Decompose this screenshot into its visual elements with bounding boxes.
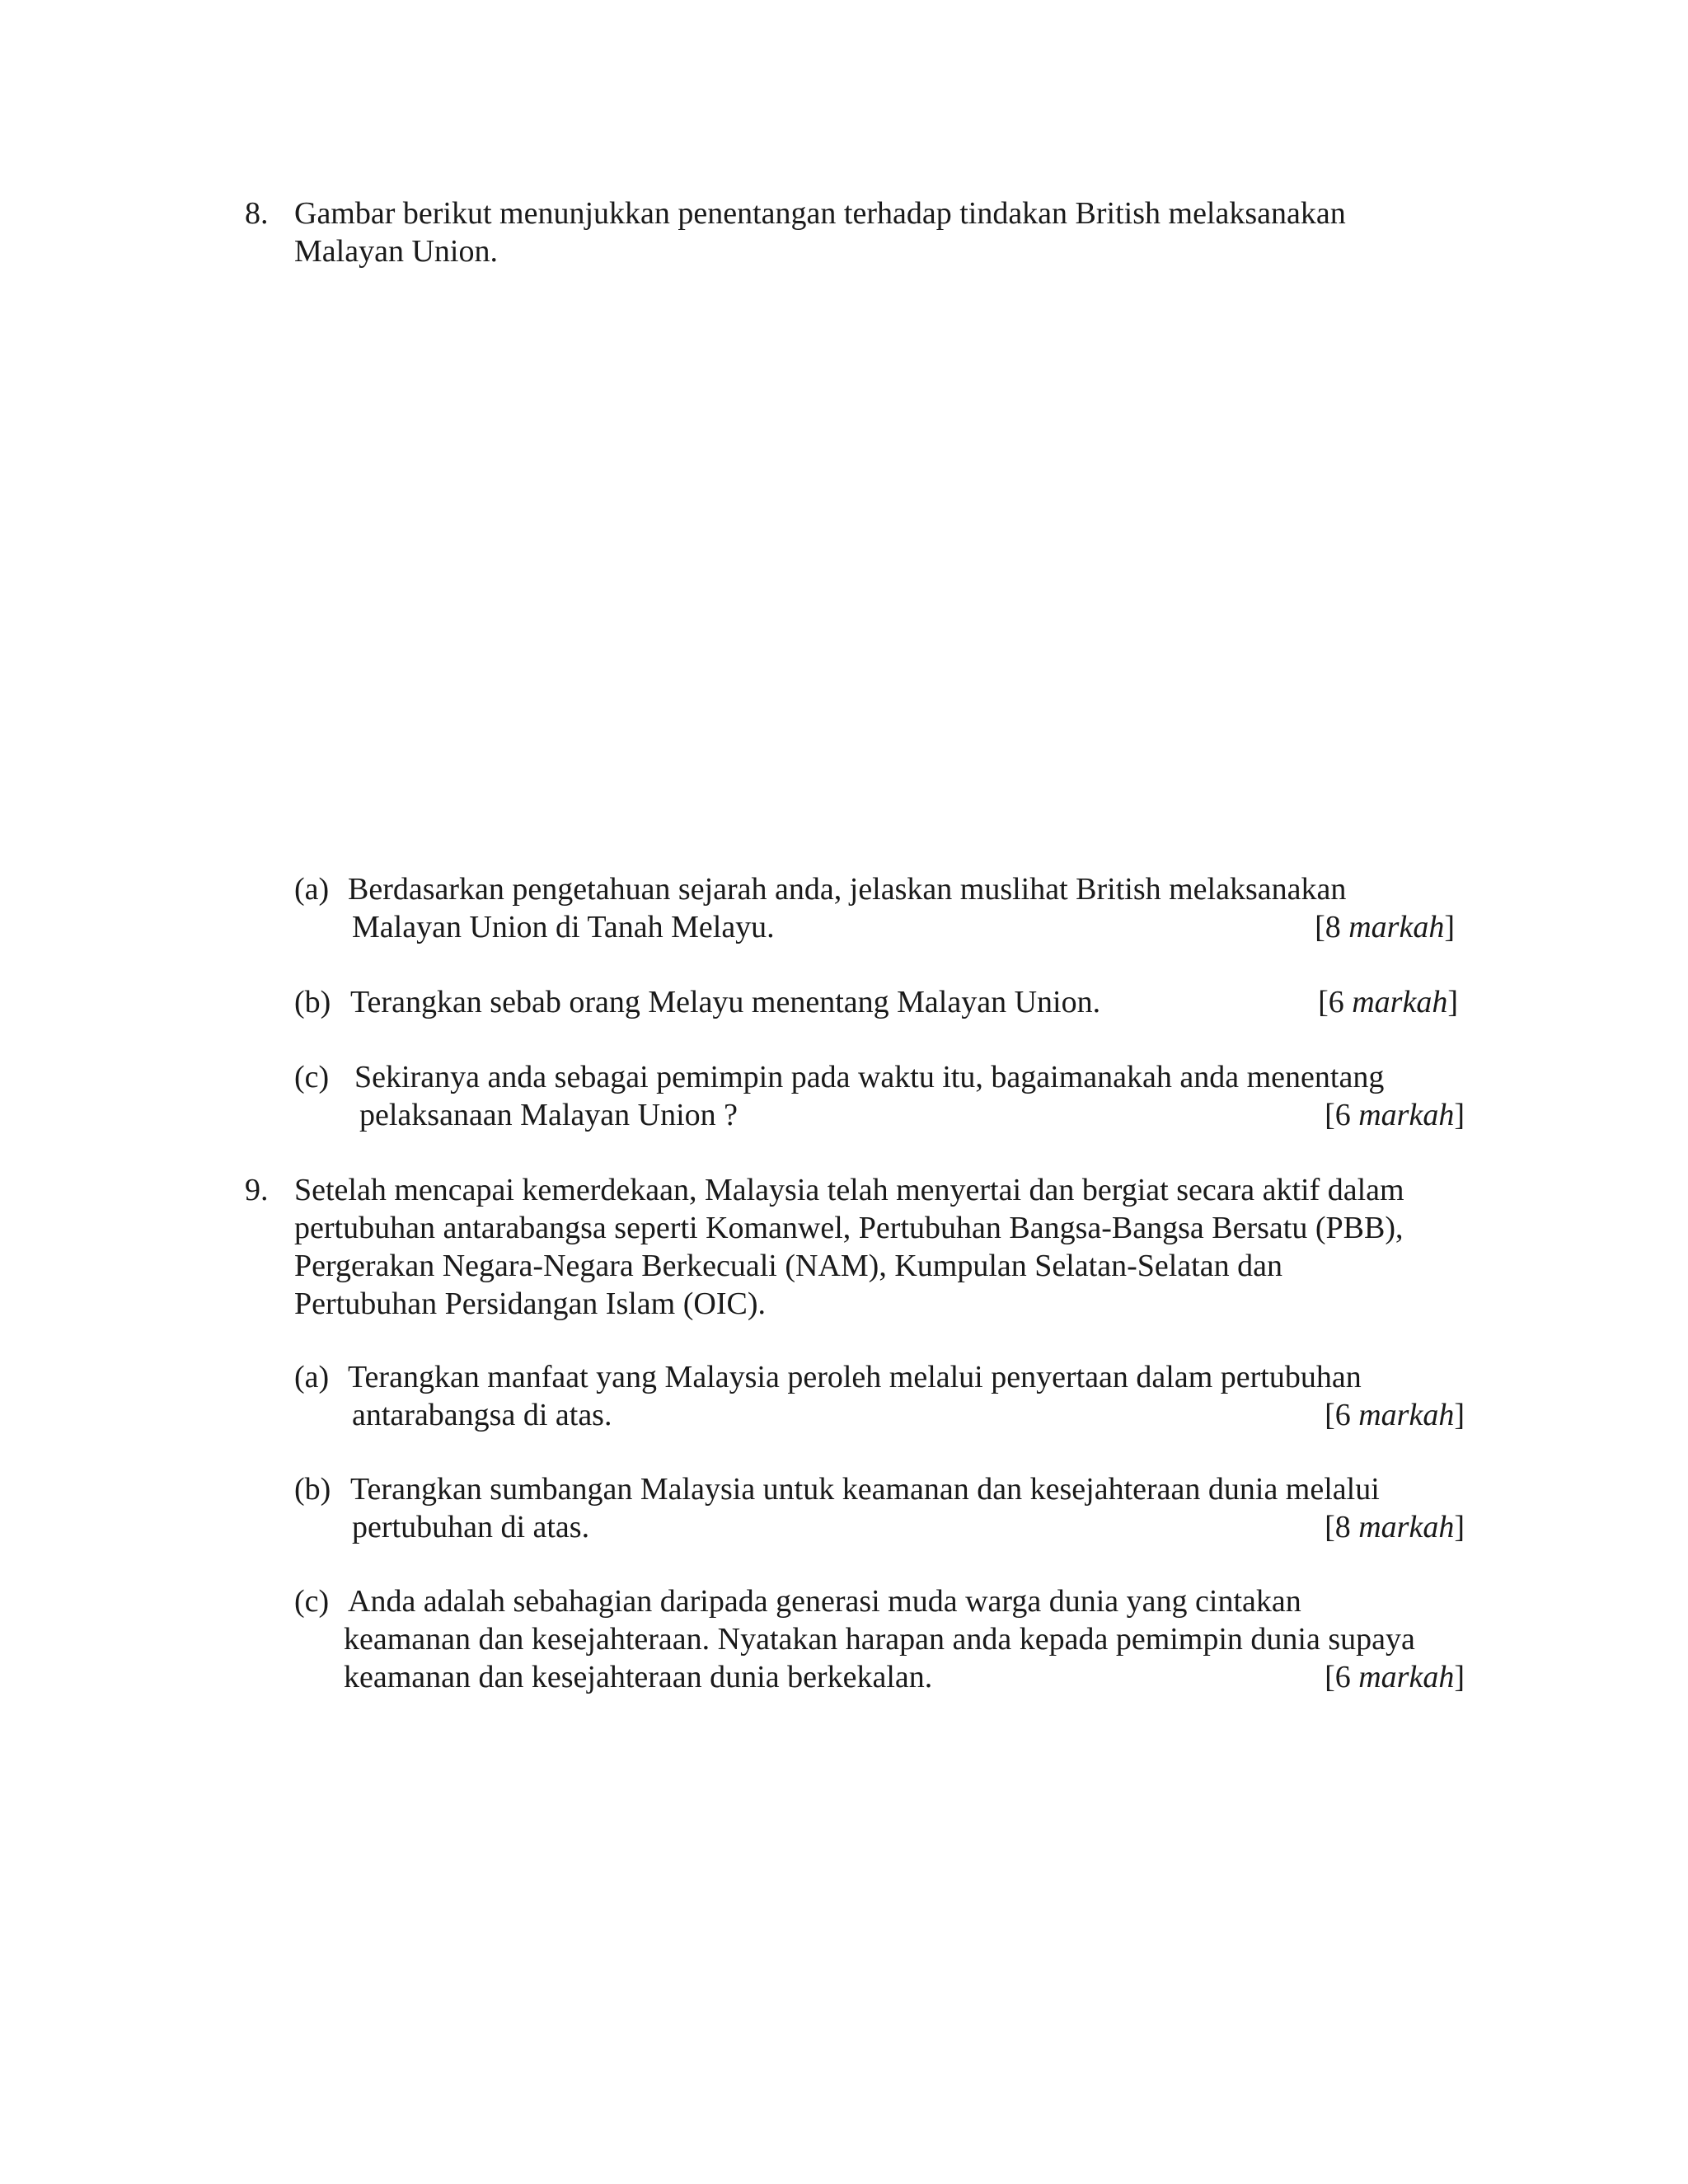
question-9a-line-1: Terangkan manfaat yang Malaysia peroleh melalui penyertaan dalam pertubuhan [348, 1360, 1362, 1394]
question-9c-line-2: keamanan dan kesejahteraan. Nyatakan harapan anda kepada pemimpin dunia supaya [344, 1622, 1415, 1657]
question-9b-line-2: pertubuhan di atas. [352, 1510, 590, 1544]
marks-prefix: [8 [1315, 910, 1349, 944]
question-9c-marks [1325, 1658, 1465, 1696]
marks-word: markah [1358, 1510, 1455, 1544]
marks-word: markah [1358, 1398, 1455, 1432]
question-8c-label: (c) [294, 1060, 330, 1094]
question-9c [294, 1582, 1465, 1696]
marks-word: markah [1352, 985, 1448, 1019]
question-8c-line-1: Sekiranya anda sebagai pemimpin pada waktu itu, bagaimanakah anda menentang [354, 1060, 1385, 1094]
question-9a-label: (a) [294, 1360, 330, 1394]
question-9c-line-3: keamanan dan kesejahteraan dunia berkekalan. [344, 1660, 933, 1694]
marks-word: markah [1358, 1660, 1455, 1694]
marks-word: markah [1348, 910, 1445, 944]
question-9c-line-1: Anda adalah sebahagian daripada generasi muda warga dunia yang cintakan [348, 1584, 1301, 1619]
question-9-line-3: Pergerakan Negara-Negara Berkecuali (NAM), Kumpulan Selatan-Selatan dan [294, 1249, 1282, 1283]
question-9c-label: (c) [294, 1584, 330, 1619]
question-8b-marks [1318, 983, 1458, 1021]
question-8b-line-1: Terangkan sebab orang Melayu menentang Malayan Union. [350, 985, 1101, 1019]
marks-word: markah [1358, 1098, 1455, 1132]
question-8b [294, 983, 1465, 1021]
question-9-line-4: Pertubuhan Persidangan Islam (OIC). [294, 1286, 766, 1321]
question-9-number: 9. [245, 1173, 269, 1207]
question-8a-marks [1315, 908, 1455, 946]
question-9a [294, 1358, 1465, 1434]
marks-prefix: [6 [1325, 1398, 1359, 1432]
marks-prefix: [8 [1325, 1510, 1359, 1544]
question-8-image-area [294, 297, 1465, 857]
question-9a-line-2: antarabangsa di atas. [352, 1398, 612, 1432]
question-9-line-1: Setelah mencapai kemerdekaan, Malaysia telah menyertai dan bergiat secara aktif dalam [294, 1173, 1404, 1207]
question-8b-label: (b) [294, 985, 331, 1019]
question-9b [294, 1470, 1465, 1546]
marks-suffix: ] [1444, 910, 1455, 944]
question-8a-line-1: Berdasarkan pengetahuan sejarah anda, jelaskan muslihat British melaksanakan [348, 872, 1347, 907]
question-9-line-2: pertubuhan antarabangsa seperti Komanwel, Pertubuhan Bangsa-Bangsa Bersatu (PBB), [294, 1211, 1404, 1245]
question-9b-label: (b) [294, 1472, 331, 1507]
question-8-line-1: Gambar berikut menunjukkan penentangan terhadap tindakan British melaksanakan [294, 196, 1346, 231]
question-8-text [294, 194, 1481, 270]
marks-prefix: [6 [1325, 1660, 1359, 1694]
marks-prefix: [6 [1325, 1098, 1359, 1132]
marks-suffix: ] [1454, 1510, 1465, 1544]
marks-suffix: ] [1454, 1398, 1465, 1432]
question-9b-line-1: Terangkan sumbangan Malaysia untuk keamanan dan kesejahteraan dunia melalui [350, 1472, 1380, 1507]
question-8a [294, 870, 1465, 946]
question-8-number: 8. [245, 196, 269, 231]
marks-prefix: [6 [1318, 985, 1353, 1019]
question-9b-marks [1325, 1508, 1465, 1546]
question-8a-line-2: Malayan Union di Tanah Melayu. [352, 910, 775, 944]
marks-suffix: ] [1454, 1098, 1465, 1132]
question-8a-label: (a) [294, 872, 330, 907]
marks-suffix: ] [1447, 985, 1458, 1019]
question-8c [294, 1058, 1465, 1134]
question-8-line-2: Malayan Union. [294, 234, 498, 269]
marks-suffix: ] [1454, 1660, 1465, 1694]
question-8c-line-2: pelaksanaan Malayan Union ? [359, 1098, 738, 1132]
question-8c-marks [1325, 1096, 1465, 1134]
question-9a-marks [1325, 1396, 1465, 1434]
question-9-text [294, 1171, 1481, 1323]
